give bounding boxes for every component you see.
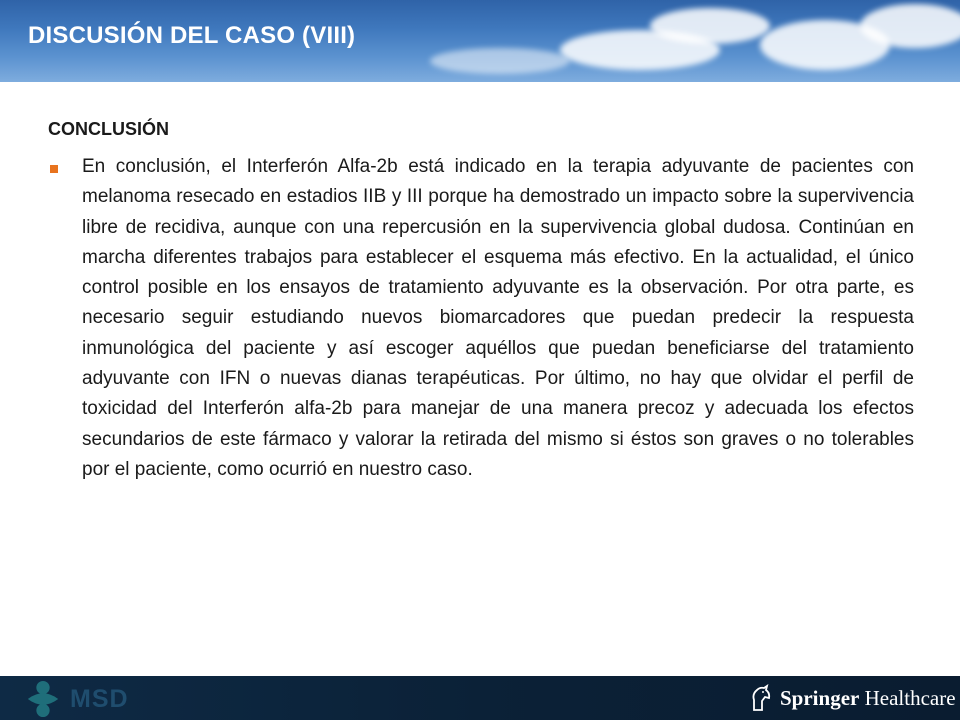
cloud-decoration [860, 4, 960, 48]
cloud-decoration [650, 8, 770, 44]
springer-healthcare-logo [748, 684, 956, 712]
slide-footer [0, 676, 960, 720]
springer-logo-secondary: Healthcare [864, 685, 956, 710]
cloud-decoration [430, 48, 570, 74]
msd-logo-icon [24, 680, 62, 718]
springer-logo-primary: Springer [780, 685, 860, 710]
springer-horse-icon [748, 684, 774, 712]
bullet-paragraph: En conclusión, el Interferón Alfa-2b está indicado en la terapia adyuvante de pacientes con melanoma resecado en estadios IIB y III porque ha demostrado un impacto sobre la supervivencia libre de recidiva, aunque con una repercusión en la supervivencia global dudosa. Continúan en marcha diferentes trabajos para establecer el esquema más efectivo. En la actualidad, el único control posible en los ensayos de tratamiento adyuvante es la observación. Por otra parte, es necesario seguir estudiando nuevos biomarcadores que puedan predecir la respuesta inmunológica del paciente y así escoger aquéllos que puedan beneficiarse del tratamiento adyuvante con IFN o nuevas dianas terapéuticas. Por último, no hay que olvidar el perfil de toxicidad del Interferón alfa-2b para manejar de una manera precoz y adecuada los efectos secundarios de este fármaco y valorar la retirada del mismo si éstos son graves o no tolerables por el paciente, como ocurrió en nuestro caso. [82, 156, 914, 480]
slide-title: DISCUSIÓN DEL CASO (VIII) [28, 22, 356, 49]
msd-logo [24, 680, 129, 718]
springer-logo-text [780, 686, 956, 711]
slide-header [0, 0, 960, 82]
square-bullet-icon [50, 165, 58, 173]
section-heading: CONCLUSIÓN [48, 119, 169, 139]
msd-logo-text: MSD [70, 684, 129, 713]
